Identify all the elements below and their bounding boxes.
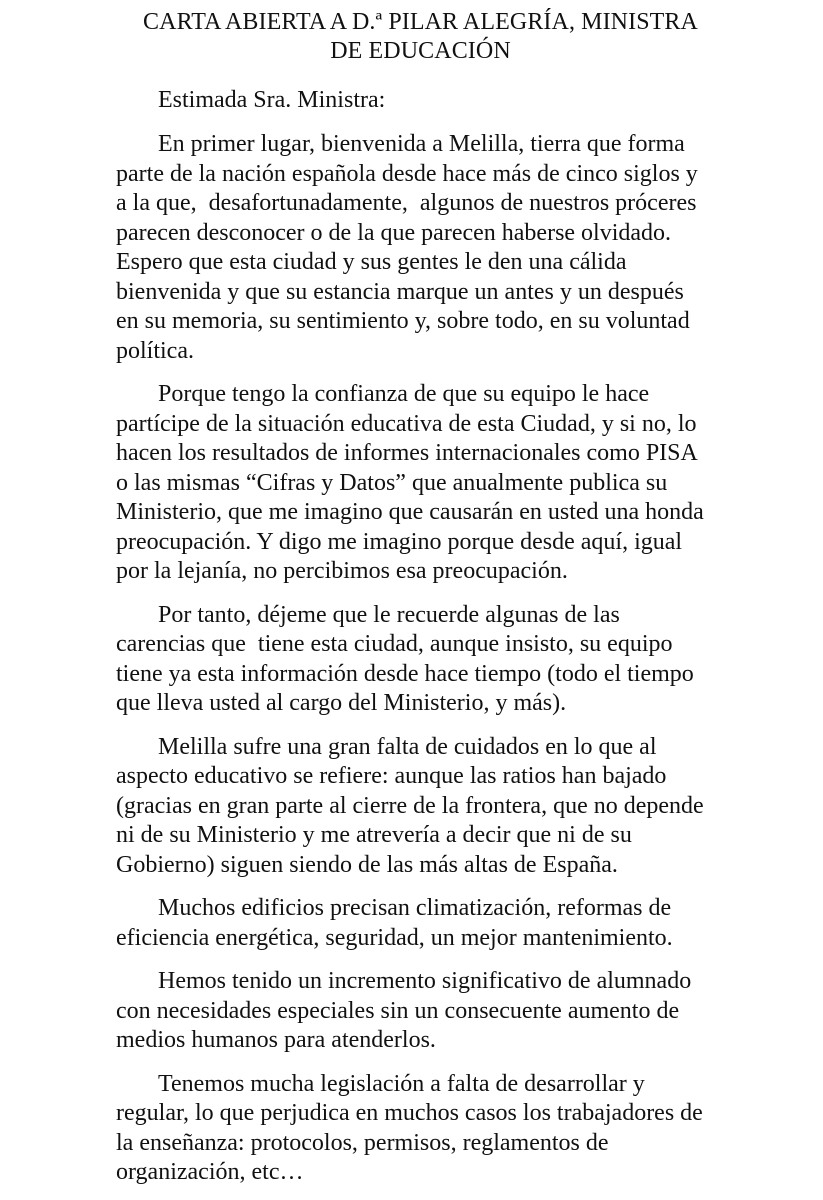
paragraph-7: Tenemos mucha legislación a falta de desarrollar y regular, lo que perjudica en muchos casos los trabajadores de la enseñanza: protocolos, permisos, reglamentos de organización, etc…: [116, 1070, 709, 1185]
paragraph-6: Hemos tenido un incremento significativo de alumnado con necesidades especiales sin un consecuente aumento de medios humanos para atenderlos.: [116, 968, 698, 1053]
letter-title-line-1: CARTA ABIERTA A D.ª PILAR ALEGRÍA, MINISTRA: [143, 9, 698, 35]
letter-salutation: Estimada Sra. Ministra:: [158, 87, 386, 113]
letter-title-line-2: DE EDUCACIÓN: [330, 38, 511, 64]
paragraph-1: En primer lugar, bienvenida a Melilla, tierra que forma parte de la nación española desde hace más de cinco siglos y a la que, desafortunadamente, algunos de nuestros próceres parecen desconocer o de la que parecen haberse olvidado. Espero que esta ciudad y sus gentes le den una cálida bienvenida y que su estancia marque un antes y un después en su memoria, su sentimiento y, sobre todo, en su voluntad política.: [116, 131, 704, 364]
paragraph-3: Por tanto, déjeme que le recuerde algunas de las carencias que tiene esta ciudad, aunque insisto, su equipo tiene ya esta información desde hace tiempo (todo el tiempo que lleva usted al cargo del Ministerio, y más).: [116, 601, 700, 716]
paragraph-4: Melilla sufre una gran falta de cuidados en lo que al aspecto educativo se refiere: aunque las ratios han bajado (gracias en gran parte al cierre de la frontera, que no depende ni de su Ministerio y me atrevería a decir que ni de su Gobierno) siguen siendo de las más altas de España.: [116, 733, 710, 878]
paragraph-2: Porque tengo la confianza de que su equipo le hace partícipe de la situación educativa de esta Ciudad, y si no, lo hacen los resultados de informes internacionales como PISA o las mismas “Cifras y Datos” que anualmente publica su Ministerio, que me imagino que causarán en usted una honda preocupación. Y digo me imagino porque desde aquí, igual por la lejanía, no percibimos esa preocupación.: [116, 381, 710, 584]
paragraph-5: Muchos edificios precisan climatización, reformas de eficiencia energética, seguridad, un mejor mantenimiento.: [116, 895, 678, 951]
letter-title: [116, 8, 711, 66]
